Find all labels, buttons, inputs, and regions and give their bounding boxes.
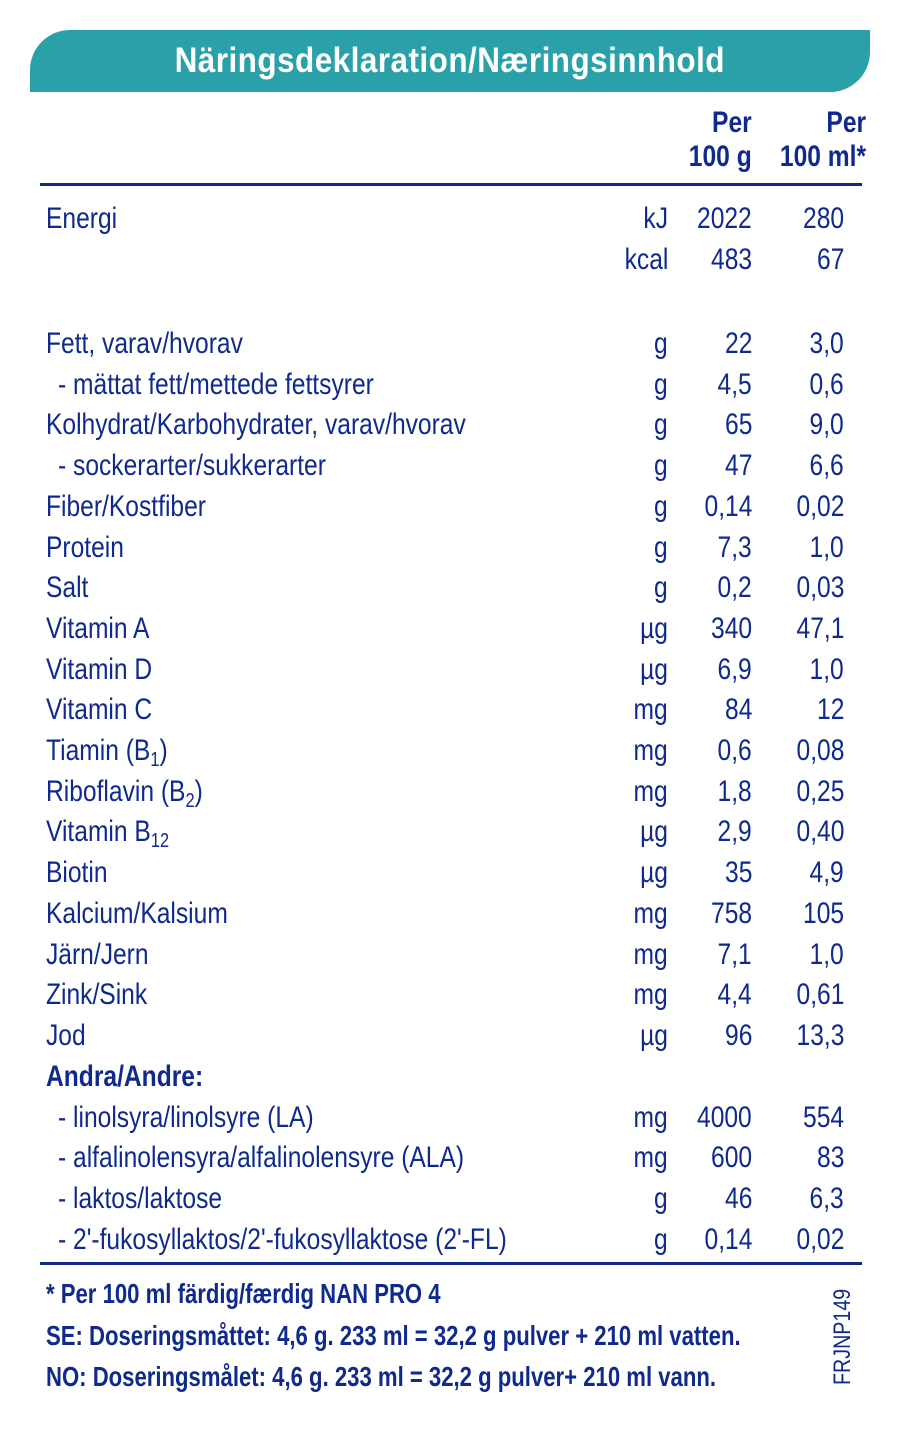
row-label-text: Vitamin A: [46, 612, 150, 645]
row-unit: g: [654, 1223, 668, 1256]
row-label-text: Fiber/Kostfiber: [46, 490, 206, 523]
other-heading-label: Andra/Andre:: [46, 1060, 204, 1093]
row-label: [46, 568, 88, 608]
table-row: [0, 812, 900, 852]
row-label: [46, 935, 149, 975]
row-unit: mg: [633, 978, 668, 1011]
row-label: [46, 487, 206, 527]
value-per-100g: 84: [724, 693, 752, 726]
row-unit: µg: [640, 1019, 668, 1052]
row-unit: mg: [633, 693, 668, 726]
footnote-no: NO: Doseringsmålet: 4,6 g. 233 ml = 32,2 g pulver+ 210 ml vann.: [46, 1361, 717, 1392]
footer-divider: [40, 1262, 862, 1265]
value-per-100ml: 0,02: [796, 1223, 844, 1256]
value-per-100g: 2022: [697, 202, 752, 235]
table-row: [0, 1138, 900, 1178]
row-unit: g: [654, 327, 668, 360]
value-per-100ml: 554: [802, 1101, 844, 1134]
table-row: [0, 609, 900, 649]
table-row: [0, 324, 900, 364]
row-label: [46, 1016, 86, 1056]
table-row: [0, 894, 900, 934]
title-banner: [30, 30, 870, 92]
value-per-100ml: 4,9: [809, 856, 844, 889]
row-unit: mg: [633, 897, 668, 930]
value-per-100ml: 105: [802, 897, 844, 930]
row-label-end: ): [194, 775, 203, 808]
value-per-100g: 0,6: [717, 734, 752, 767]
value-per-100g: 6,9: [717, 653, 752, 686]
value-per-100ml: 1,0: [809, 938, 844, 971]
product-code: FRJNP149: [829, 1288, 856, 1385]
row-unit: µg: [640, 653, 668, 686]
row-unit: mg: [633, 734, 668, 767]
column-header-per-100g: [689, 106, 752, 174]
row-label-text: - sockerarter/sukkerarter: [58, 449, 326, 482]
value-per-100g: 0,2: [717, 571, 752, 604]
row-unit: g: [654, 1182, 668, 1215]
row-label: [46, 894, 228, 934]
value-per-100g: 2,9: [717, 815, 752, 848]
value-per-100g: 22: [724, 327, 752, 360]
footnote-se: SE: Doseringsmåttet: 4,6 g. 233 ml = 32,2 g pulver + 210 ml vatten.: [46, 1320, 741, 1351]
value-per-100g: 7,3: [717, 531, 752, 564]
row-label: - laktos/laktose: [58, 1182, 223, 1215]
table-row: [0, 650, 900, 690]
value-per-100ml: 0,03: [796, 571, 844, 604]
value-per-100ml: 1,0: [809, 531, 844, 564]
value-per-100g: 35: [724, 856, 752, 889]
table-row-energy-kj: [0, 199, 900, 239]
row-unit: mg: [633, 938, 668, 971]
table-row: [0, 405, 900, 445]
table-row: [0, 568, 900, 608]
row-unit: µg: [640, 815, 668, 848]
row-label-text: Jod: [46, 1019, 86, 1052]
row-label: - linolsyra/linolsyre (LA): [58, 1101, 314, 1134]
row-unit: g: [654, 571, 668, 604]
row-label-text: Salt: [46, 571, 89, 604]
table-row: [0, 365, 900, 405]
table-row: [0, 935, 900, 975]
value-per-100ml: 6,3: [809, 1182, 844, 1215]
value-per-100g: 47: [724, 449, 752, 482]
value-per-100g: 0,14: [704, 1223, 752, 1256]
value-per-100ml: 12: [816, 693, 844, 726]
row-label-text: Fett, varav/hvorav: [46, 327, 243, 360]
row-unit: µg: [640, 856, 668, 889]
value-per-100g: 1,8: [717, 775, 752, 808]
table-row: [0, 487, 900, 527]
row-label-text: Kalcium/Kalsium: [46, 897, 228, 930]
row-label: Energi: [46, 202, 118, 235]
table-row: [0, 446, 900, 486]
table-row: [0, 731, 900, 771]
value-per-100ml: 0,25: [796, 775, 844, 808]
row-unit: mg: [633, 1101, 668, 1134]
page-title: Näringsdeklaration/Næringsinnhold: [174, 41, 726, 80]
row-unit: g: [654, 408, 668, 441]
table-row: [0, 1098, 900, 1138]
row-label-text: Protein: [46, 531, 124, 564]
row-label-text: Biotin: [46, 856, 108, 889]
table-row: [0, 975, 900, 1015]
row-label: [46, 405, 466, 445]
value-per-100g: 46: [724, 1182, 752, 1215]
value-per-100ml: 9,0: [809, 408, 844, 441]
value-per-100ml: 0,08: [796, 734, 844, 767]
value-per-100g: 340: [710, 612, 752, 645]
value-per-100g: 4000: [697, 1101, 752, 1134]
row-label-subscript: 1: [150, 749, 160, 771]
row-label: [46, 853, 108, 893]
value-per-100ml: 0,02: [796, 490, 844, 523]
row-label-text: Riboflavin (B: [46, 775, 186, 808]
value-per-100g: 600: [710, 1141, 752, 1174]
value-per-100g: 7,1: [717, 938, 752, 971]
row-label-text: Zink/Sink: [46, 978, 148, 1011]
row-label-text: Vitamin D: [46, 653, 153, 686]
value-per-100ml: 13,3: [796, 1019, 844, 1052]
row-unit: µg: [640, 612, 668, 645]
value-per-100g: 4,5: [717, 368, 752, 401]
value-per-100g: 96: [724, 1019, 752, 1052]
table-row: [0, 528, 900, 568]
table-row: [0, 772, 900, 812]
row-label: [58, 446, 326, 486]
row-unit: g: [654, 368, 668, 401]
row-label-end: ): [159, 734, 168, 767]
row-label: - alfalinolensyra/alfalinolensyre (ALA): [58, 1141, 465, 1174]
table-row: [0, 853, 900, 893]
row-label-text: Tiamin (B: [46, 734, 151, 767]
row-unit: mg: [633, 1141, 668, 1174]
row-label: - 2'-fukosyllaktos/2'-fukosyllaktose (2'-FL): [58, 1223, 507, 1256]
row-label: [58, 365, 374, 405]
row-unit: mg: [633, 775, 668, 808]
row-label: [46, 690, 152, 730]
value-per-100ml: 0,6: [809, 368, 844, 401]
row-label-text: Vitamin C: [46, 693, 153, 726]
row-label-subscript: 2: [185, 790, 195, 812]
column-header-per-100g-line1: Per: [712, 106, 752, 139]
row-unit: kJ: [643, 202, 668, 235]
table-row: [0, 1016, 900, 1056]
value-per-100ml: 280: [802, 202, 844, 235]
row-label: [46, 528, 124, 568]
value-per-100ml: 67: [816, 243, 844, 276]
row-unit: g: [654, 449, 668, 482]
value-per-100ml: 3,0: [809, 327, 844, 360]
footnote-asterisk: * Per 100 ml färdig/færdig NAN PRO 4: [46, 1278, 441, 1309]
row-unit: g: [654, 531, 668, 564]
row-label: [46, 609, 149, 649]
value-per-100ml: 1,0: [809, 653, 844, 686]
column-header-per-100g-line2: 100 g: [689, 140, 752, 173]
table-row: [0, 1179, 900, 1219]
row-unit: kcal: [624, 243, 668, 276]
row-label-text: - mättat fett/mettede fettsyrer: [58, 368, 374, 401]
row-label: [46, 975, 147, 1015]
value-per-100g: 65: [724, 408, 752, 441]
column-header-per-100ml-line1: Per: [826, 106, 866, 139]
row-label: [46, 324, 243, 364]
row-label-subscript: 12: [150, 830, 170, 852]
row-unit: g: [654, 490, 668, 523]
row-label: [46, 650, 152, 690]
table-row: [0, 690, 900, 730]
value-per-100g: 483: [710, 243, 752, 276]
value-per-100ml: 47,1: [796, 612, 844, 645]
value-per-100g: 758: [710, 897, 752, 930]
row-label-text: Kolhydrat/Karbohydrater, varav/hvorav: [46, 408, 466, 441]
header-divider: [40, 183, 862, 186]
value-per-100ml: 83: [816, 1141, 844, 1174]
table-row-energy-kcal: [0, 240, 900, 280]
value-per-100ml: 0,61: [796, 978, 844, 1011]
value-per-100g: 4,4: [717, 978, 752, 1011]
value-per-100ml: 6,6: [809, 449, 844, 482]
row-label-text: Vitamin B: [46, 815, 151, 848]
table-row: [0, 1220, 900, 1260]
column-header-per-100ml-line2: 100 ml*: [779, 140, 866, 173]
other-section-heading: [0, 1057, 900, 1097]
value-per-100g: 0,14: [704, 490, 752, 523]
column-header-per-100ml: [780, 106, 866, 174]
value-per-100ml: 0,40: [796, 815, 844, 848]
row-label-text: Järn/Jern: [46, 938, 149, 971]
